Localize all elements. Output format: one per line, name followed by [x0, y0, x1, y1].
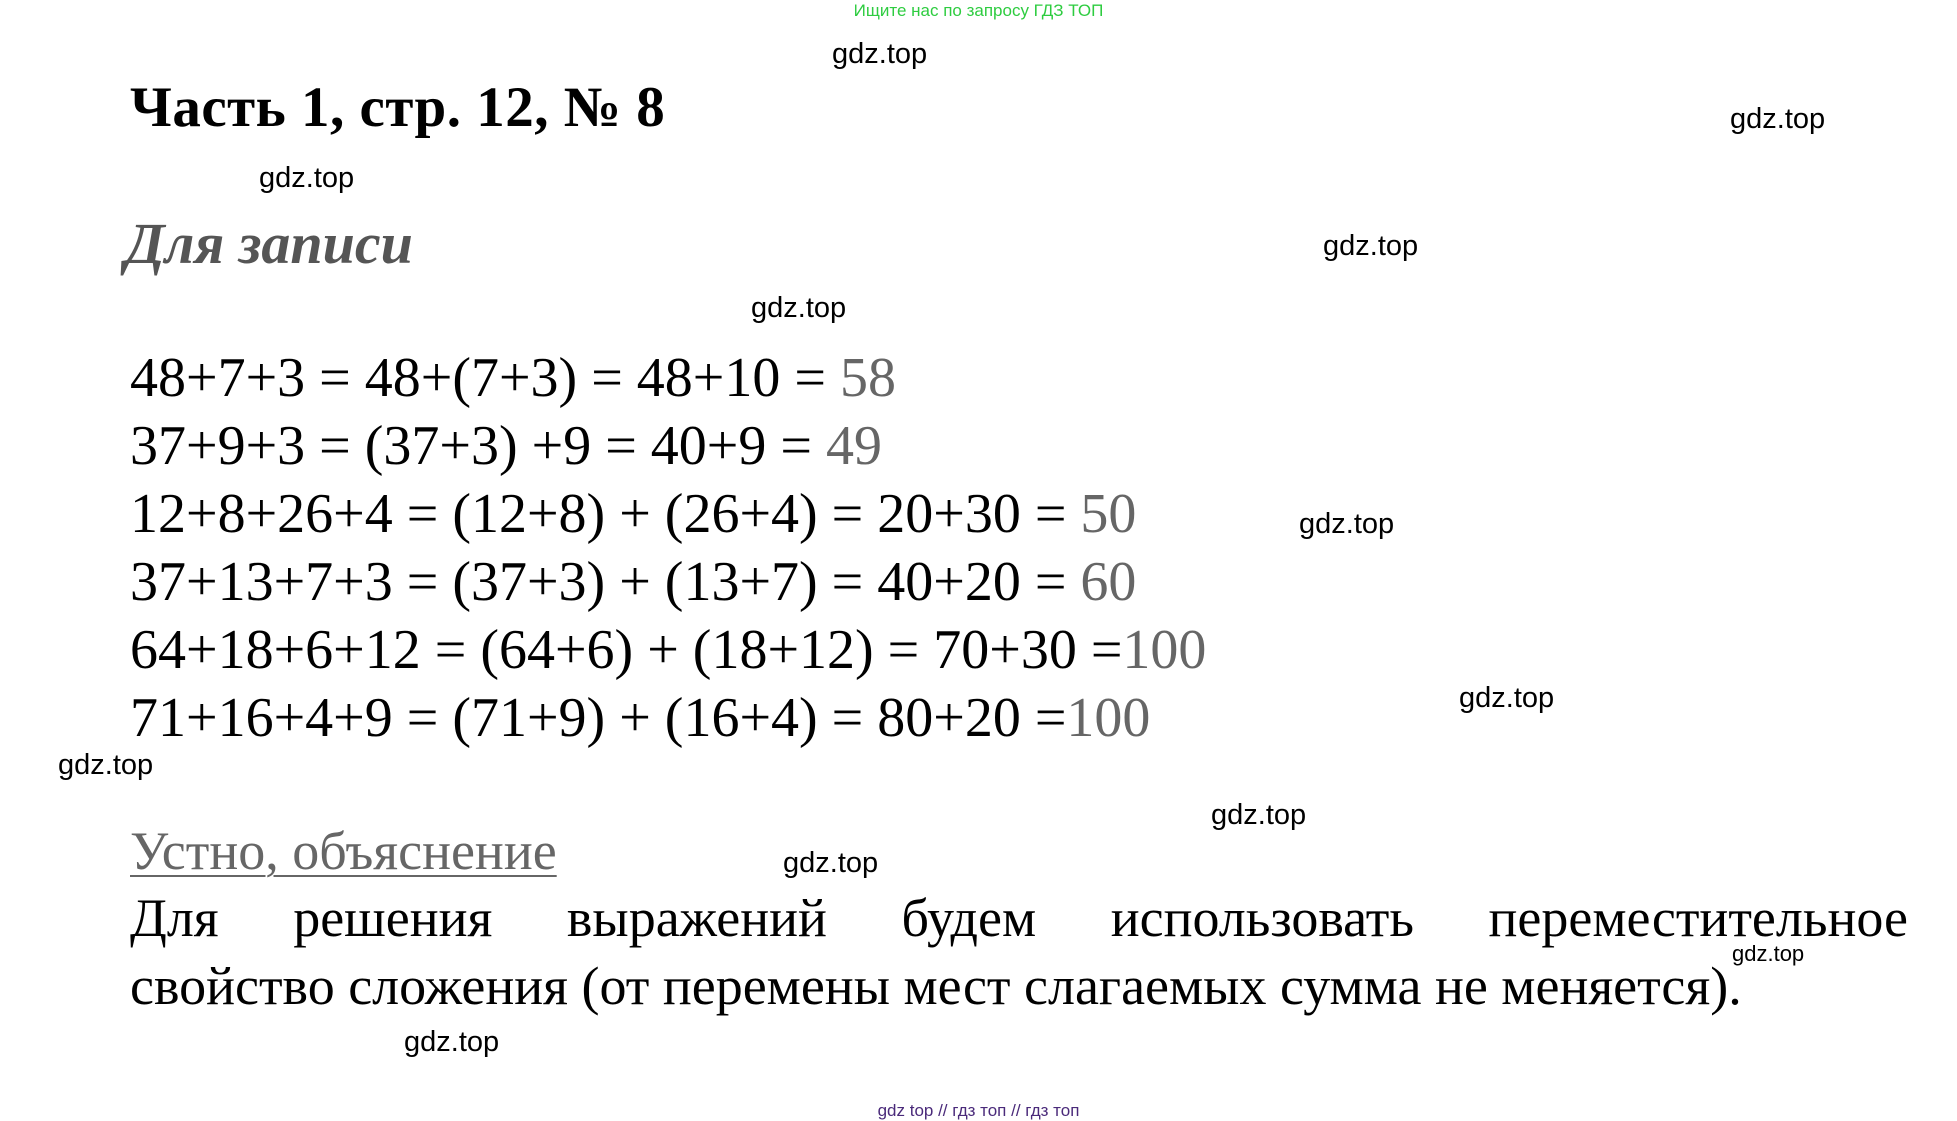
explanation-text	[130, 884, 1908, 1020]
watermark: gdz.top	[1211, 799, 1307, 831]
equation-row	[130, 548, 1206, 616]
watermark: gdz.top	[783, 847, 879, 879]
watermark: gdz.top	[1732, 941, 1805, 966]
explanation-line: Для решения выражений будем использовать переместительное	[130, 888, 1908, 948]
equation-row	[130, 684, 1206, 752]
watermark: gdz.top	[58, 749, 154, 781]
explanation-line: свойство сложения (от перемены мест слагаемых сумма не меняется).	[130, 956, 1742, 1016]
equation-answer: 50	[1080, 483, 1137, 545]
watermark: gdz.top	[1459, 682, 1555, 714]
equation-answer: 58	[839, 347, 896, 409]
equation-expression: 64+18+6+12 = (64+6) + (18+12) = 70+30 =	[130, 619, 1123, 681]
watermark: gdz.top	[404, 1026, 500, 1058]
equation-expression: 71+16+4+9 = (71+9) + (16+4) = 80+20 =	[130, 687, 1067, 749]
equation-row	[130, 412, 1206, 480]
footer-links[interactable]: gdz top // гдз топ // гдз топ	[877, 1101, 1080, 1120]
watermark: gdz.top	[751, 292, 847, 324]
watermark: gdz.top	[832, 38, 928, 70]
equation-expression: 37+13+7+3 = (37+3) + (13+7) = 40+20 =	[130, 551, 1081, 613]
equation-row	[130, 344, 1206, 412]
equation-row	[130, 480, 1206, 548]
watermark: gdz.top	[1323, 230, 1419, 262]
equation-list	[130, 344, 1206, 752]
equation-expression: 37+9+3 = (37+3) +9 = 40+9 =	[130, 415, 826, 477]
equation-answer: 60	[1080, 551, 1137, 613]
equation-row	[130, 616, 1206, 684]
equation-answer: 100	[1122, 619, 1207, 681]
equation-expression: 48+7+3 = 48+(7+3) = 48+10 =	[130, 347, 840, 409]
equation-answer: 100	[1066, 687, 1151, 749]
oral-explanation-heading: Устно, объяснение	[130, 821, 557, 881]
watermark: gdz.top	[259, 162, 355, 194]
top-banner[interactable]: Ищите нас по запросу ГДЗ ТОП	[853, 1, 1104, 20]
equation-expression: 12+8+26+4 = (12+8) + (26+4) = 20+30 =	[130, 483, 1081, 545]
equation-answer: 49	[825, 415, 882, 477]
section-label: Для записи	[125, 211, 413, 276]
page-title: Часть 1, стр. 12, № 8	[130, 76, 666, 139]
watermark: gdz.top	[1730, 103, 1826, 135]
watermark: gdz.top	[1299, 508, 1395, 540]
